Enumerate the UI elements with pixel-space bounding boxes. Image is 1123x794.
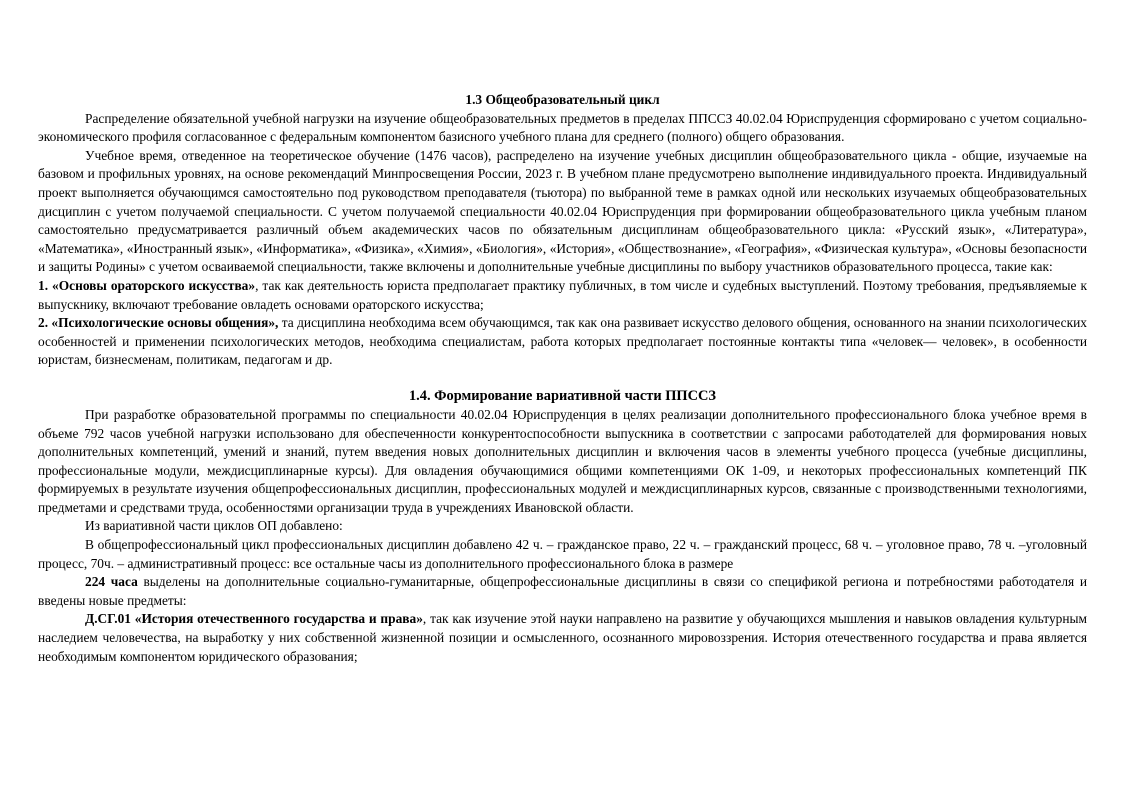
hours-224-label: 224 часа <box>85 574 138 590</box>
hours-224-text: выделены на дополнительные социально-гуманитарные, общепрофессиональные дисциплины в связи со спецификой региона и потребностями работодателя и введены новые предметы: <box>38 574 1087 608</box>
section-1-3-title: 1.3 Общеобразовательный цикл <box>465 92 660 107</box>
list-item-psychology-title: 2. «Психологические основы общения», <box>38 315 279 331</box>
list-item-oratory <box>38 277 1087 314</box>
list-item-psychology <box>38 314 1087 370</box>
discipline-dsg01-text: , так как изучение этой науки направлено на развитие у обучающихся мышления и навыков овладения культурным наследием человечества, на выработку у них собственной жизненной позиции и осмысленного, осознанного мировоззрения. История отечественного государства и права является необходимым компонентом юридического образования; <box>38 611 1087 664</box>
section-1-4-title: 1.4. Формирование вариативной части ППССЗ <box>408 387 716 404</box>
list-item-psychology-text: та дисциплина необходима всем обучающимся, так как она развивает искусство делового общения, основанного на знании психологических особенностей и применении психологических методов, необходима специалистам, работа которых предполагает постоянные контакты типа «человек— человек», в особенности юристам, бизнесменам, политикам, педагогам и др. <box>38 315 1087 368</box>
list-item-oratory-title: 1. «Основы ораторского искусства» <box>38 277 256 293</box>
section-1-4-paragraph-1: При разработке образовательной программы по специальности 40.02.04 Юриспруденция в целях реализации дополнительного профессионального блока учебное время в объеме 792 часов учебной нагрузки использовано для обеспеченности конкурентоспособности выпускника в соответствии с запросами работодателей для формирования новых дополнительных компетенций, умений и знаний, путем введения новых дополнительных дисциплин и включения часов в элементы учебного процесса (учебные дисциплины, профессиональные модули, междисциплинарные курсы). Для овладения обучающимися общими компетенциями ОК 1-09, и некоторых профессиональных компетенций ПК формируемых в результате изучения общепрофессиональных дисциплин, профессиональных модулей и междисциплинарных курсов, связанные с производственными технологиями, предметами и средствами труда, особенностями организации труда в учреждениях Ивановской области. <box>38 406 1087 515</box>
list-item-oratory-text: , так как деятельность юриста предполагает практику публичных, в том числе и судебных выступлений. Поэтому требования, предъявляемые к выпускнику, включают требование овладеть основами ораторского искусства; <box>38 277 1087 312</box>
discipline-dsg01-title: Д.СГ.01 «История отечественного государства и права» <box>85 611 423 627</box>
section-1-4-paragraph-3: В общепрофессиональный цикл профессиональных дисциплин добавлено 42 ч. – гражданское право, 22 ч. – гражданский процесс, 68 ч. – уголовное право, 78 ч. –уголовный процесс, 70ч. – административный процесс: все остальные часы из дополнительного профессионального блока в размере <box>38 537 1087 571</box>
section-1-3-paragraph-1: Распределение обязательной учебной нагрузки на изучение общеобразовательных предметов в пределах ППССЗ 40.02.04 Юриспруденция сформировано с учетом социально-экономического профиля согласованное с федеральным компонентом базисного учебного плана для среднего (полного) общего образования. <box>38 110 1087 145</box>
section-1-4-paragraph-2: Из вариативной части циклов ОП добавлено: <box>85 518 343 534</box>
section-1-3-paragraph-2: Учебное время, отведенное на теоретическое обучение (1476 часов), распределено на изучение учебных дисциплин общеобразовательного цикла - общие, изучаемые на базовом и профильных уровнях, на основе рекомендаций Минпросвещения России, 2023 г. В учебном плане предусмотрено выполнение индивидуального проекта. Индивидуальный проект выполняется обучающимся самостоятельно под руководством преподавателя (тьютора) по выбранной теме в рамках одной или нескольких изучаемых общеобразовательных дисциплин с учетом получаемой специальности. С учетом получаемой специальности 40.02.04 Юриспруденция при формировании общеобразовательного цикла учебным планом самостоятельно предусматривается различный объем академических часов по обязательным дисциплинам общеобразовательного цикла: «Русский язык», «Литература», «Математика», «Иностранный язык», «Информатика», «Физика», «Химия», «Биология», «История», «Обществознание», «География», «Физическая культура», «Основы безопасности и защиты Родины» с учетом осваиваемой специальности, также включены и дополнительные учебные дисциплины по выбору участников образовательного процесса, такие как: <box>38 147 1087 275</box>
section-1-4-paragraph-4 <box>38 573 1087 610</box>
section-1-4-paragraph-5 <box>38 610 1087 666</box>
document-page <box>38 91 1087 666</box>
